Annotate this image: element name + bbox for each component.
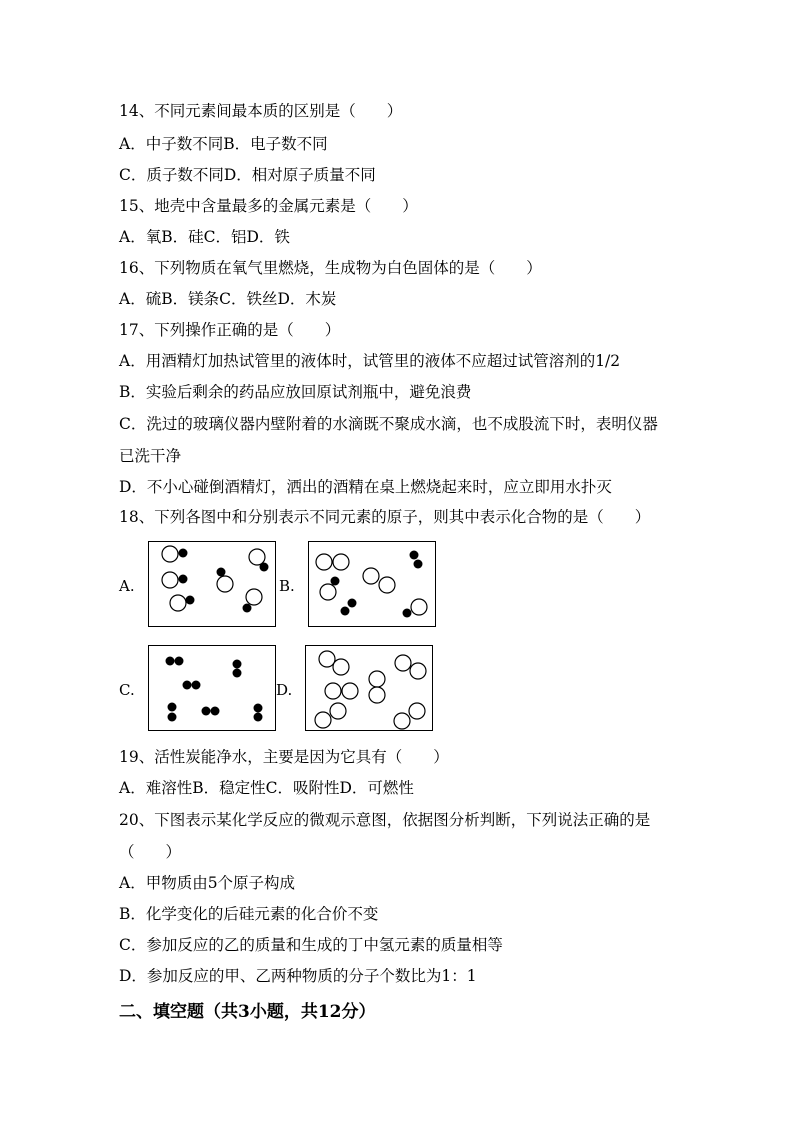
q18-diagram-b — [308, 541, 436, 627]
q17-option-c-line2: 已洗干净 — [119, 447, 182, 465]
q20-option-c: C．参加反应的乙的质量和生成的丁中氢元素的质量相等 — [119, 936, 503, 954]
diagram-c-molecules — [149, 646, 275, 730]
section-heading: 二、填空题（共3小题，共12分） — [119, 1002, 376, 1022]
q20-stem-line1: 20、下图表示某化学反应的微观示意图，依据图分析判断，下列说法正确的是 — [119, 811, 651, 829]
q19-stem: 19、活性炭能净水，主要是因为它具有（ ） — [119, 748, 449, 766]
q17-option-a: A．用酒精灯加热试管里的液体时，试管里的液体不应超过试管溶剂的1/2 — [119, 352, 621, 370]
q16-stem: 16、下列物质在氧气里燃烧，生成物为白色固体的是（ ） — [119, 259, 542, 277]
q17-stem: 17、下列操作正确的是（ ） — [119, 321, 341, 339]
q20-option-b: B．化学变化的后硅元素的化合价不变 — [119, 905, 379, 923]
q18-label-d: D. — [276, 681, 293, 699]
diagram-b-molecules — [309, 542, 435, 626]
q17-option-d: D．不小心碰倒酒精灯，洒出的酒精在桌上燃烧起来时，应立即用水扑灭 — [119, 478, 612, 496]
q18-stem: 18、下列各图中和分别表示不同元素的原子，则其中表示化合物的是（ ） — [119, 508, 651, 526]
q14-options-cd: C．质子数不同D．相对原子质量不同 — [119, 166, 376, 184]
q18-diagram-a — [148, 541, 276, 627]
q15-stem: 15、地壳中含量最多的金属元素是（ ） — [119, 197, 418, 215]
q18-label-c: C. — [119, 681, 135, 699]
q18-diagram-d — [305, 645, 433, 731]
q17-option-b: B．实验后剩余的药品应放回原试剂瓶中，避免浪费 — [119, 383, 472, 401]
q15-options: A．氧B．硅C．铝D．铁 — [119, 228, 290, 246]
q18-label-a: A. — [119, 577, 135, 595]
diagram-a-molecules — [149, 542, 275, 626]
q16-options: A．硫B．镁条C．铁丝D．木炭 — [119, 290, 337, 308]
q19-options: A．难溶性B．稳定性C．吸附性D．可燃性 — [119, 779, 414, 797]
diagram-d-molecules — [306, 646, 432, 730]
q20-stem-line2: （ ） — [119, 843, 182, 861]
q14-options-ab: A．中子数不同B．电子数不同 — [119, 135, 328, 153]
q17-option-c-line1: C．洗过的玻璃仪器内壁附着的水滴既不聚成水滴，也不成股流下时，表明仪器 — [119, 415, 658, 433]
q20-option-a: A．甲物质由5个原子构成 — [119, 874, 296, 892]
q18-label-b: B. — [279, 577, 295, 595]
q14-stem: 14、不同元素间最本质的区别是（ ） — [119, 102, 403, 120]
q20-option-d: D．参加反应的甲、乙两种物质的分子个数比为1：1 — [119, 967, 477, 985]
q18-diagram-c — [148, 645, 276, 731]
